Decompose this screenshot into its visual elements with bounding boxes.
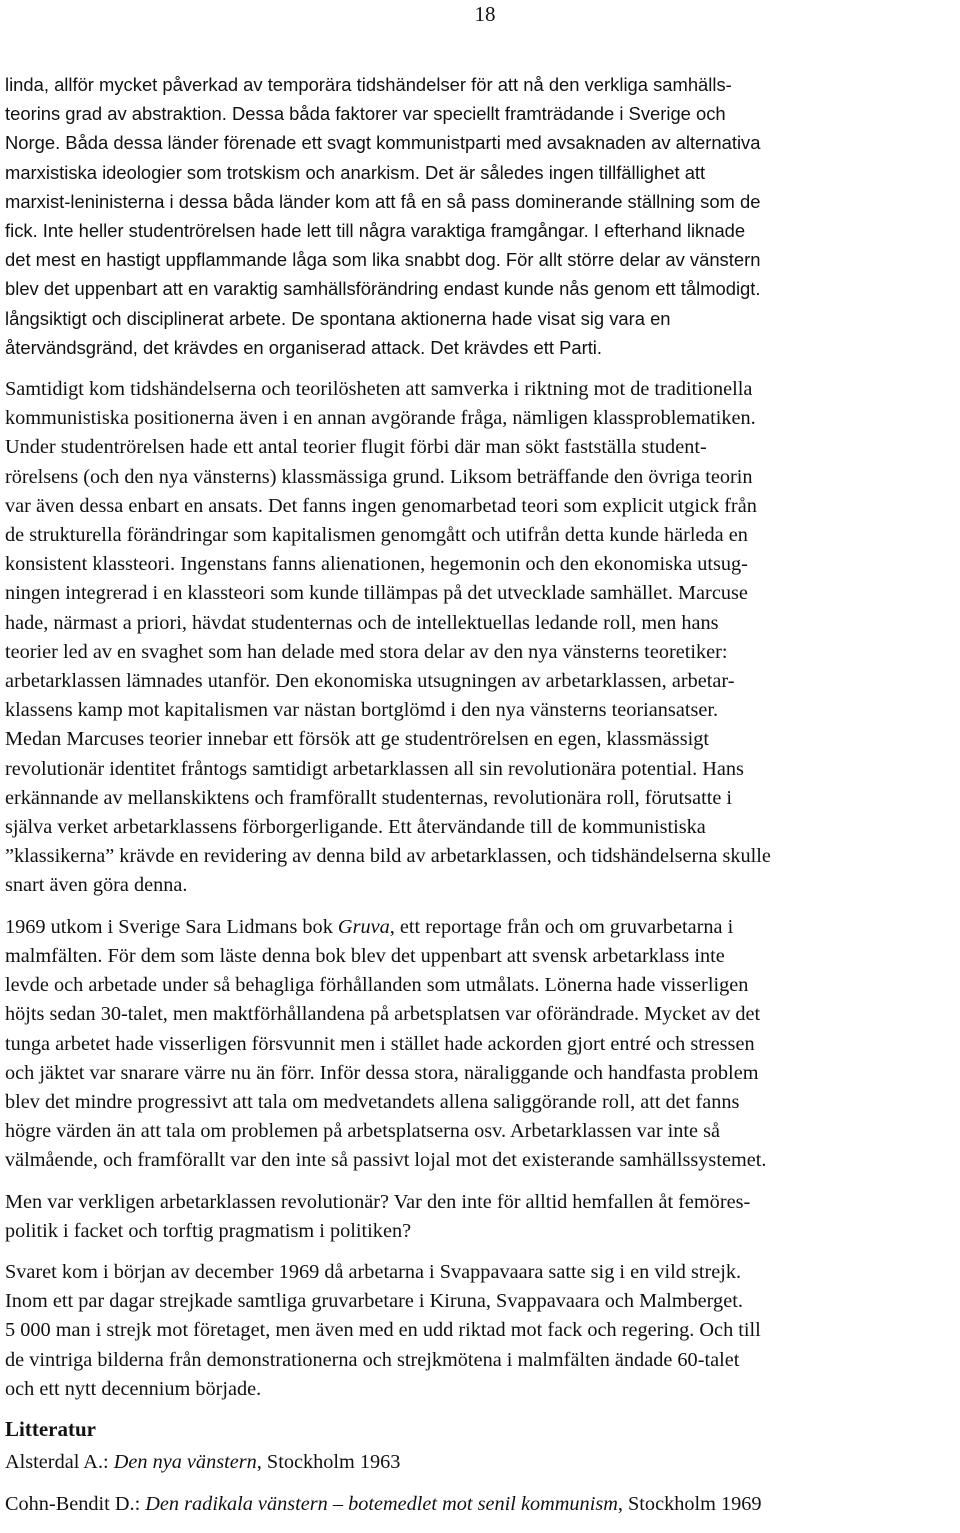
paragraph-5	[5, 1258, 957, 1404]
text-line: återvändsgränd, det krävdes en organiserad attack. Det krävdes ett Parti.	[5, 336, 602, 358]
text-line: Medan Marcuses teorier innebar ett försök att ge studentrörelsen en egen, klassmässigt	[5, 728, 709, 751]
reference-item	[5, 1491, 957, 1517]
ref-details: , Stockholm 1963	[256, 1450, 401, 1473]
text-line	[5, 913, 957, 942]
document-body	[5, 70, 957, 1533]
text-line: Under studentrörelsen hade ett antal teorier flugit förbi där man sökt fastställa student-	[5, 436, 707, 459]
text-line: Inom ett par dagar strejkade samtliga gruvarbetare i Kiruna, Svappavaara och Malmberget.	[5, 1290, 743, 1313]
ref-author: Alsterdal A.:	[5, 1450, 114, 1473]
text-line: politik i facket och torftig pragmatism i politiken?	[5, 1219, 412, 1242]
text-line: Men var verkligen arbetarklassen revolutionär? Var den inte för alltid hemfallen åt femöres-	[5, 1190, 751, 1213]
text-line: ningen integrerad i en klassteori som kunde tillämpas på det utvecklade samhället. Marcuse	[5, 582, 748, 605]
text-line: och ett nytt decennium började.	[5, 1377, 262, 1400]
text-line: var även dessa enbart en ansats. Det fanns ingen genomarbetad teori som explicit utgick från	[5, 494, 757, 517]
text-line: de strukturella förändringar som kapitalismen genomgått och utifrån detta kunde härleda en	[5, 524, 748, 547]
ref-author: Cohn-Bendit D.:	[5, 1492, 146, 1515]
text-line: själva verket arbetarklassens förborgerligande. Ett återvändande till de kommunistiska	[5, 816, 706, 839]
text-line: teorins grad av abstraktion. Dessa båda faktorer var speciellt framträdande i Sverige och	[5, 103, 726, 125]
text-line: marxist-leninisterna i dessa båda länder kom att få en så pass dominerande ställning som de	[5, 190, 761, 212]
text-line: Svaret kom i början av december 1969 då arbetarna i Svappavaara satte sig i en vild strejk.	[5, 1260, 742, 1283]
text-line: erkännande av mellanskiktens och framförallt studenternas, revolutionära roll, förutsatte i	[5, 786, 733, 809]
text-line: revolutionär identitet fråntogs samtidigt arbetarklassen all sin revolutionära potential. Hans	[5, 757, 744, 780]
text-line: blev det uppenbart att en varaktig samhällsförändring endast kunde nås genom ett tålmodigt.	[5, 278, 761, 300]
text-line: konsistent klassteori. Ingenstans fanns alienationen, hegemonin och den ekonomiska utsug-	[5, 553, 748, 576]
text-line: 5 000 man i strejk mot företaget, men även med en udd riktad mot fack och regering. Och till	[5, 1319, 761, 1342]
text-line: tunga arbetet hade visserligen försvunnit men i stället hade ackorden gjort entré och stressen	[5, 1032, 755, 1055]
text-line: arbetarklassen lämnades utanför. Den ekonomiska utsugningen av arbetarklassen, arbetar-	[5, 670, 735, 693]
text-line: höjts sedan 30-talet, men maktförhållandena på arbetsplatsen var oförändrade. Mycket av det	[5, 1003, 761, 1026]
text-line: hade, närmast a priori, hävdat studenternas och de intellektuellas ledande roll, men hans	[5, 611, 719, 634]
text-span: , ett reportage från och om gruvarbetarna i	[389, 915, 734, 938]
book-title: Gruva	[337, 915, 390, 938]
text-line: de vintriga bilderna från demonstrationerna och strejkmötena i malmfälten ändade 60-talet	[5, 1348, 740, 1371]
text-line: fick. Inte heller studentrörelsen hade lett till några varaktiga framgångar. I efterhand liknade	[5, 220, 746, 242]
text-line: det mest en hastigt uppflammande låga som lika snabbt dog. För allt större delar av vänstern	[5, 249, 761, 271]
text-line: ”klassikerna” krävde en revidering av denna bild av arbetarklassen, och tidshändelserna skulle	[5, 845, 771, 868]
text-line: linda, allför mycket påverkad av temporära tidshändelser för att nå den verkliga samhälls-	[5, 74, 732, 95]
page-number: 18	[474, 2, 496, 26]
text-line: rörelsens (och den nya vänsterns) klassmässiga grund. Liksom beträffande den övriga teorin	[5, 465, 753, 488]
text-line: klassens kamp mot kapitalismen var nästan bortglömd i den nya vänsterns teoriansatser.	[5, 699, 719, 722]
literature-heading: Litteratur	[5, 1416, 96, 1441]
text-line: blev det mindre progressivt att tala om medvetandets allena saliggörande roll, att det fanns	[5, 1090, 740, 1113]
text-line: levde och arbetade under så behagliga förhållanden som utmålats. Lönerna hade visserligen	[5, 974, 749, 997]
paragraph-4	[5, 1188, 957, 1246]
paragraph-2	[5, 375, 957, 901]
text-line: långsiktigt och disciplinerat arbete. De spontana aktionerna hade visat sig vara en	[5, 307, 671, 329]
text-line: Norge. Båda dessa länder förenade ett svagt kommunistparti med avsaknaden av alternativa	[5, 132, 761, 154]
text-line: kommunistiska positionerna även i en annan avgörande fråga, nämligen klassproblematiken.	[5, 407, 756, 430]
ref-title: Den nya vänstern	[113, 1450, 257, 1473]
text-line: och jäktet var snarare värre nu än förr. Inför dessa stora, näraliggande och handfasta problem	[5, 1061, 759, 1084]
reference-item	[5, 1449, 957, 1475]
text-line: malmfälten. För dem som läste denna bok blev det uppenbart att svensk arbetarklass inte	[5, 944, 725, 967]
text-line: Samtidigt kom tidshändelserna och teorilösheten att samverka i riktning mot de traditionella	[5, 378, 753, 401]
ref-title: Den radikala vänstern – botemedlet mot senil kommunism	[145, 1492, 618, 1515]
text-line: marxistiska ideologier som trotskism och anarkism. Det är således ingen tillfällighet att	[5, 161, 706, 183]
text-line: välmående, och framförallt var den inte så passivt lojal mot det existerande samhällssystemet.	[5, 1149, 767, 1172]
text-line: högre värden än att tala om problemen på arbetsplatserna osv. Arbetarklassen var inte så	[5, 1120, 721, 1143]
ref-details: , Stockholm 1969	[617, 1492, 762, 1515]
paragraph-3	[5, 913, 957, 1176]
text-line: teorier led av en svaghet som han delade med stora delar av den nya vänsterns teoretiker:	[5, 640, 728, 663]
text-line: snart även göra denna.	[5, 874, 188, 897]
paragraph-1	[5, 70, 957, 362]
text-span: 1969 utkom i Sverige Sara Lidmans bok	[5, 915, 338, 938]
